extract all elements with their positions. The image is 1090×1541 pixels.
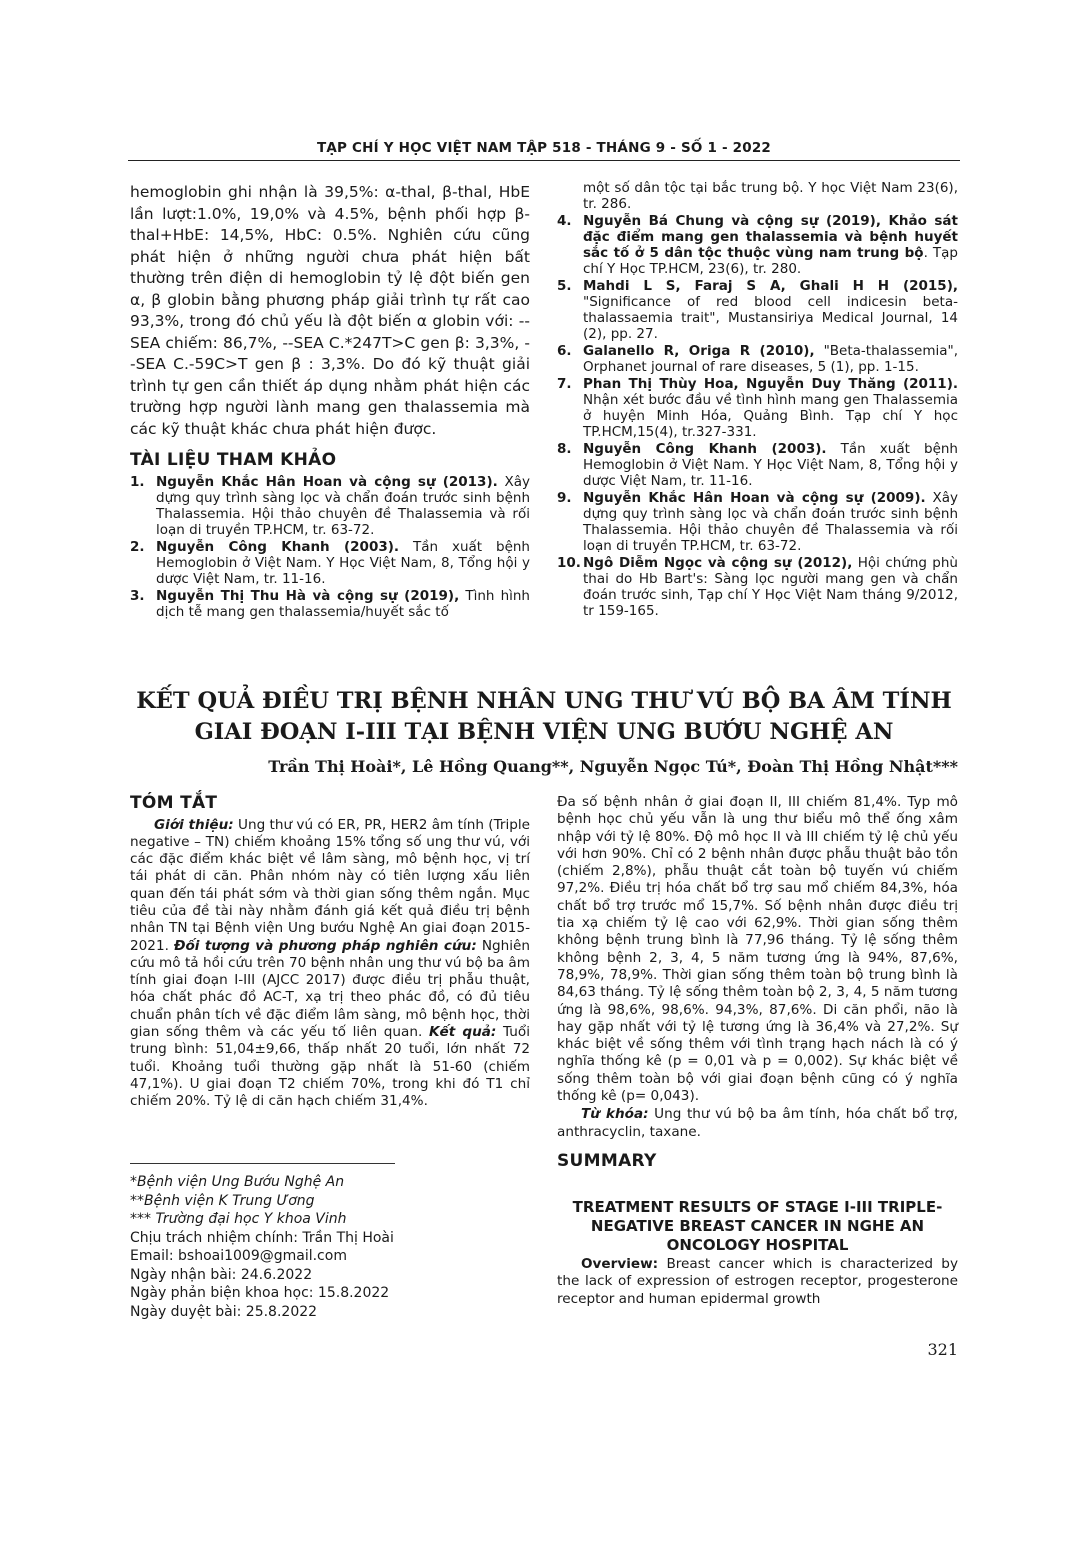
reference-item bbox=[557, 490, 958, 554]
reference-item bbox=[130, 588, 530, 620]
reference-number: 8. bbox=[557, 441, 572, 457]
reference-author: Nguyễn Thị Thu Hà và cộng sự (2019), bbox=[156, 587, 460, 604]
footnote-affiliation: *** Trường đại học Y khoa Vinh bbox=[130, 1211, 347, 1227]
reference-number: 6. bbox=[557, 343, 572, 359]
reference-text: Hội chứng phù thai do Hb Bart's: Sàng lọc người mang gen và chẩn đoán trước sinh, Tạp chí Y Học Việt Nam tháng 9/2012, tr 159-165. bbox=[583, 555, 958, 619]
prev-article-conclusion: hemoglobin ghi nhận là 39,5%: α-thal, β-thal, HbE lần lượt:1.0%, 19,0% và 4.5%, bệnh phối hợp β-thal+HbE: 14,5%, HbC: 0.5%. Nghiên cứu cũng phát hiện ở những người chưa phát hiện bất thường trên điện di hemoglobin tỷ lệ đột biến gen α, β globin bằng phương pháp giải trình tự rất cao 93,3%, trong đó chủ yếu là đột biến α globin với: --SEA chiếm: 86,7%, --SEA C.*247T>C gen β: 3,3%, --SEA C.-59C>T gen β : 3,3%. Do đó kỹ thuật giải trình tự gen cần thiết áp dụng nhằm phát hiện các trường hợp người lành mang gen thalassemia mà các kỹ thuật khác chưa phát hiện được. bbox=[130, 183, 530, 438]
summary-heading: SUMMARY bbox=[557, 1150, 657, 1171]
keywords-label: Từ khóa: bbox=[581, 1106, 649, 1123]
received-date: Ngày nhận bài: 24.6.2022 bbox=[130, 1266, 313, 1283]
reference-item bbox=[557, 343, 958, 375]
intro-text: Ung thư vú có ER, PR, HER2 âm tính (Triple negative – TN) chiếm khoảng 15% tổng số ung thư vú, với các đặc điểm khác biệt về lâm sàng, mô bệnh học, vị trí tái phát di căn. Phân nhóm này có tiên lượng xấu liên quan đến tái phát sớm và thời gian sống thêm ngắn. Mục tiêu của đề tài này nhằm đánh giá kết quả điều trị bệnh nhân TN tại Bệnh viện Ung bướu Nghệ An giai đoạn 2015-2021. bbox=[130, 816, 531, 954]
reference-item bbox=[557, 555, 958, 619]
prev-article-left-column bbox=[130, 182, 530, 621]
reference-number: 1. bbox=[130, 473, 145, 490]
abstract-paragraph bbox=[130, 817, 530, 1111]
reference-item bbox=[130, 539, 530, 587]
reference-author: Nguyễn Công Khanh (2003). bbox=[156, 538, 400, 555]
reference-author: Nguyễn Bá Chung và cộng sự (2019), Khảo sát đặc điểm mang gen thalassemia và bệnh huyết sắc tố ở 5 dân tộc thuộc vùng nam trung bộ bbox=[583, 213, 958, 261]
abstract-left-column bbox=[130, 795, 530, 1111]
footnote-affiliation: **Bệnh viện K Trung Ương bbox=[130, 1192, 315, 1209]
reference-item bbox=[557, 441, 958, 489]
reference-author: Ngô Diễm Ngọc và cộng sự (2012), bbox=[583, 555, 853, 571]
references-heading: TÀI LIỆU THAM KHẢO bbox=[130, 450, 337, 470]
methods-label: Đối tượng và phương pháp nghiên cứu: bbox=[173, 937, 477, 954]
reference-item-continued bbox=[557, 180, 958, 212]
review-date: Ngày phản biện khoa học: 15.8.2022 bbox=[130, 1285, 390, 1301]
reference-number: 10. bbox=[557, 555, 581, 571]
overview-paragraph bbox=[557, 1256, 958, 1308]
reference-author: Nguyễn Công Khanh (2003). bbox=[583, 441, 827, 457]
summary-title: TREATMENT RESULTS OF STAGE I-III TRIPLE-NEGATIVE BREAST CANCER IN NGHE AN ONCOLOGY HOSPITAL bbox=[572, 1198, 943, 1254]
reference-item bbox=[557, 213, 958, 277]
reference-number: 9. bbox=[557, 490, 572, 506]
abstract-heading: TÓM TẮT bbox=[130, 793, 218, 813]
abstract-right-column bbox=[557, 794, 958, 1170]
footnotes bbox=[130, 1173, 530, 1321]
keywords-text: Ung thư vú bộ ba âm tính, hóa chất bổ trợ, anthracyclin, taxane. bbox=[557, 1106, 958, 1140]
reference-text: . Tạp chí Y Học TP.HCM, 23(6), tr. 280. bbox=[583, 245, 958, 277]
reference-number: 7. bbox=[557, 376, 572, 392]
header-divider bbox=[128, 160, 960, 161]
reference-author: Mahdi L S, Faraj S A, Ghali H H (2015), bbox=[583, 278, 958, 294]
page-number: 321 bbox=[927, 1340, 958, 1359]
keywords bbox=[557, 1106, 958, 1141]
reference-text: Nhận xét bước đầu về tình hình mang gen Thalassemia ở huyện Minh Hóa, Quảng Bình. Tạp chí Y học TP.HCM,15(4), tr.327-331. bbox=[583, 392, 958, 440]
reference-text: Xây dựng quy trình sàng lọc và chẩn đoán trước sinh bệnh Thalassemia. Hội thảo chuyên đề Thalassemia và rối loạn di truyền TP.HCM, tr. 63-72. bbox=[156, 473, 530, 538]
article-title-line-2: GIAI ĐOẠN I-III TẠI BỆNH VIỆN UNG BƯỚU NGHỆ AN bbox=[194, 719, 894, 745]
reference-number: 4. bbox=[557, 213, 572, 229]
reference-author: Galanello R, Origa R (2010), bbox=[583, 343, 815, 359]
reference-author: Nguyễn Khắc Hân Hoan và cộng sự (2009). bbox=[583, 490, 926, 506]
article-title-line-1: KẾT QUẢ ĐIỀU TRỊ BỆNH NHÂN UNG THƯ VÚ BỘ BA ÂM TÍNH bbox=[136, 688, 952, 714]
overview-text: Breast cancer which is characterized by the lack of expression of estrogen receptor, progesterone receptor and human epidermal growth bbox=[557, 1256, 958, 1307]
reference-author: Phan Thị Thùy Hoa, Nguyễn Duy Thăng (2011). bbox=[583, 376, 958, 392]
prev-article-right-column bbox=[557, 180, 958, 620]
results-text-part-1: Tuổi trung bình: 51,04±9,66, thấp nhất 20 tuổi, lớn nhất 72 tuổi. Khoảng tuổi thường gặp nhất là 51-60 (chiếm 47,1%). U giai đoạn T2 chiếm 70%, trong khi đó T1 chỉ chiếm 20%. Tỷ lệ di căn hạch chiếm 31,4%. bbox=[130, 1024, 530, 1110]
reference-number bbox=[557, 180, 583, 212]
methods-text: Nghiên cứu mô tả hồi cứu trên 70 bệnh nhân ung thư vú bộ ba âm tính giai đoạn I-III (AJCC 2017) được điều trị phẫu thuật, hóa chất phác đồ AC-T, xạ trị theo phác đồ, có đủ tiêu chuẩn phân tích về đặc điểm lâm sàng, mô bệnh học, thời gian sống thêm và các yếu tố liên quan. bbox=[130, 937, 530, 1041]
intro-label: Giới thiệu: bbox=[154, 816, 234, 833]
article-authors: Trần Thị Hoài*, Lê Hồng Quang**, Nguyễn Ngọc Tú*, Đoàn Thị Hồng Nhật*** bbox=[268, 757, 958, 776]
reference-number: 2. bbox=[130, 538, 145, 555]
reference-text: Tần xuất bệnh Hemoglobin ở Việt Nam. Y Học Việt Nam, 8, Tổng hội y dược Việt Nam, tr. 11-16. bbox=[583, 441, 958, 489]
results-text-part-2: Đa số bệnh nhân ở giai đoạn II, III chiếm 81,4%. Typ mô bệnh học chủ yếu vẫn là ung thư biểu mô thể ống xâm nhập với tỷ lệ 80%. Độ mô học II và III chiếm tỷ lệ chủ yếu với hơn 90%. Chỉ có 2 bệnh nhân được phẫu thuật bảo tồn (chiếm 2,8%), phẫu thuật cắt toàn bộ tuyến vú chiếm 97,2%. Điều trị hóa chất bổ trợ sau mổ chiếm 84,3%, hóa chất bổ trợ trước mổ 15,7%. Số bệnh nhân được điều trị tia xạ chiếm tỷ lệ cao với 62,9%. Thời gian sống thêm không bệnh trung bình là 77,96 tháng. Tỷ lệ sống thêm không bệnh 2, 3, 4, 5 năm tương ứng là 94%, 87,6%, 78,9%, 78,9%. Thời gian sống thêm toàn bộ trung bình là 84,63 tháng. Tỷ lệ sống thêm toàn bộ 2, 3, 4, 5 năm tương ứng là 98,6%, 98,6%. 94,3%, 87,6%. Di căn phổi, não là hay gặp nhất với tỷ lệ tương ứng là 36,4% và 27,2%. Sự khác biệt về sống thêm với tình trạng hạch nách là có ý nghĩa thống kê (p = 0,01 và p = 0,002). Sự khác biệt về sống thêm toàn bộ với giai đoạn bệnh cũng có ý nghĩa thống kê (p= 0,043). bbox=[557, 794, 958, 1105]
journal-running-header: TẠP CHÍ Y HỌC VIỆT NAM TẬP 518 - THÁNG 9 - SỐ 1 - 2022 bbox=[316, 140, 772, 156]
author-email: Email: bshoai1009@gmail.com bbox=[130, 1248, 347, 1264]
article-title bbox=[128, 686, 960, 748]
reference-text: "Significance of red blood cell indicesin beta-thalassaemia trait", Mustansiriya Medical Journal, 14 (2), pp. 27. bbox=[583, 294, 958, 342]
accepted-date: Ngày duyệt bài: 25.8.2022 bbox=[130, 1303, 318, 1320]
reference-text: Tần xuất bệnh Hemoglobin ở Việt Nam. Y Học Việt Nam, 8, Tổng hội y dược Việt Nam, tr. 11-16. bbox=[156, 538, 530, 587]
reference-item bbox=[130, 474, 530, 538]
reference-item bbox=[557, 376, 958, 440]
reference-text: một số dân tộc tại bắc trung bộ. Y học Việt Nam 23(6), tr. 286. bbox=[583, 180, 958, 212]
footnote-affiliation: *Bệnh viện Ung Bướu Nghệ An bbox=[130, 1174, 345, 1190]
reference-text: Xây dựng quy trình sàng lọc và chẩn đoán trước sinh bệnh Thalassemia. Hội thảo chuyên đề Thalassemia và rối loạn di truyền TP.HCM, tr. 63-72. bbox=[583, 490, 958, 554]
reference-number: 5. bbox=[557, 278, 572, 294]
reference-text: Tình hình dịch tễ mang gen thalassemia/huyết sắc tố bbox=[156, 587, 530, 620]
reference-author: Nguyễn Khắc Hân Hoan và cộng sự (2013). bbox=[156, 473, 498, 490]
corresponding-author: Chịu trách nhiệm chính: Trần Thị Hoài bbox=[130, 1229, 394, 1246]
footnote-divider bbox=[130, 1163, 395, 1164]
reference-item bbox=[557, 278, 958, 342]
results-label: Kết quả: bbox=[429, 1024, 497, 1041]
reference-number: 3. bbox=[130, 587, 145, 604]
overview-label: Overview: bbox=[581, 1256, 659, 1272]
reference-text: "Beta-thalassemia", Orphanet journal of rare diseases, 5 (1), pp. 1-15. bbox=[583, 343, 958, 375]
